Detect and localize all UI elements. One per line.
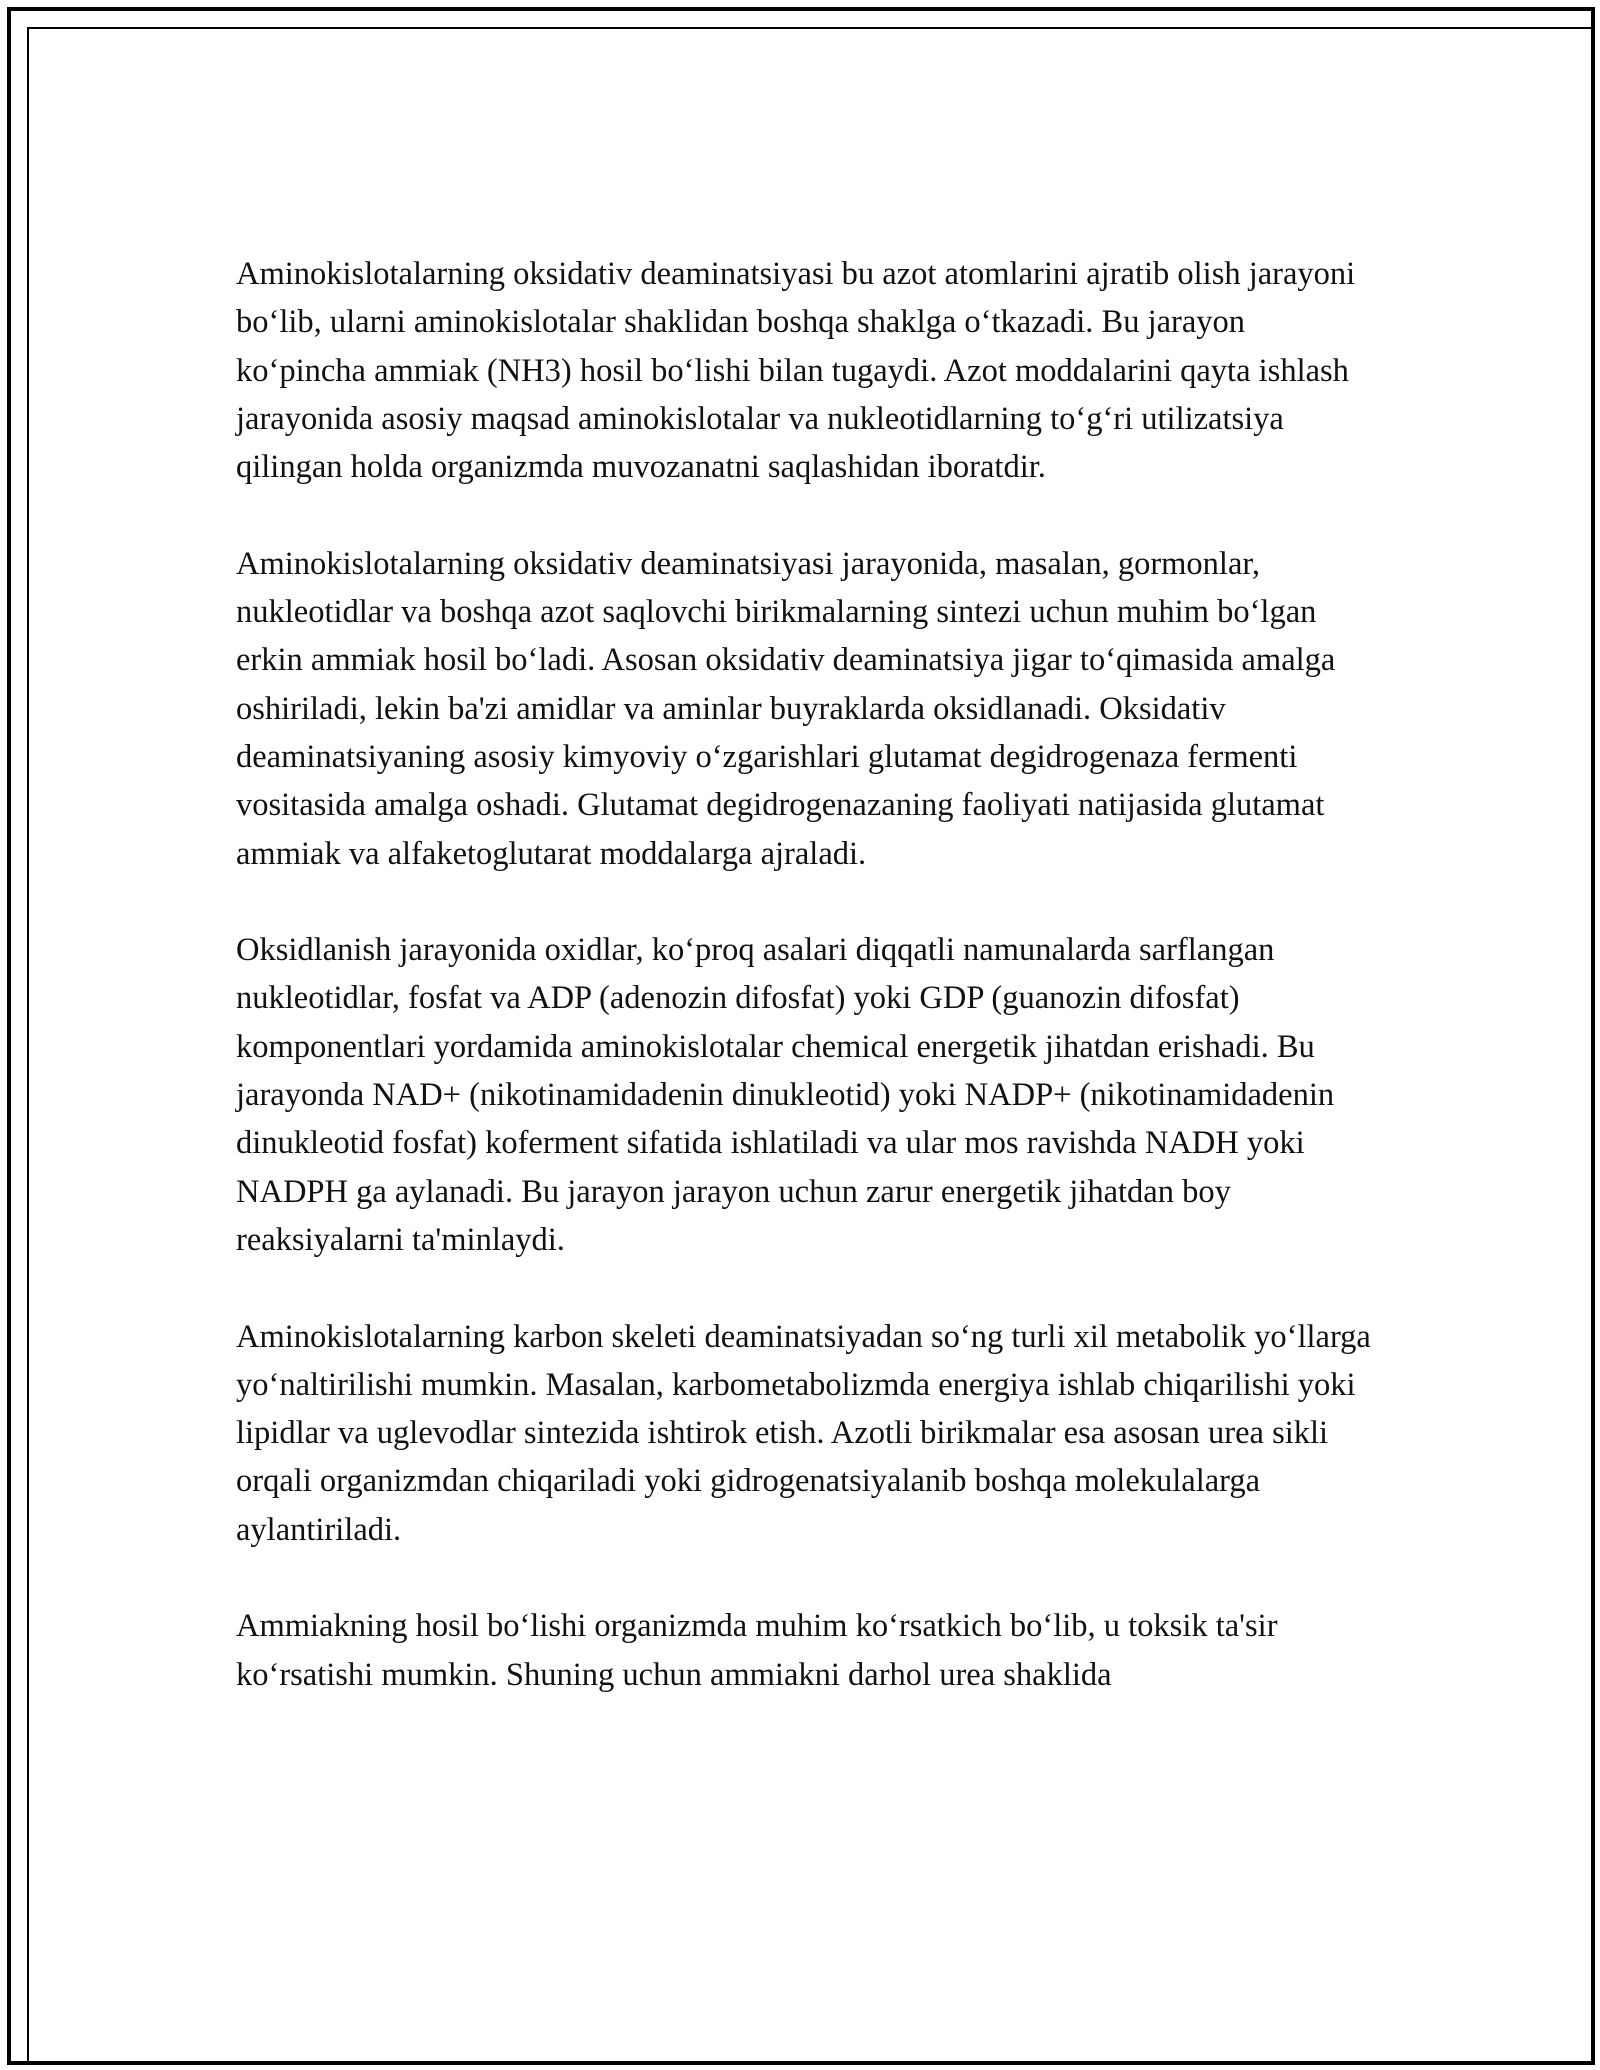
paragraph-2: Aminokislotalarning oksidativ deaminatsiyasi jarayonida, masalan, gormonlar, nukleotidlar va boshqa azot saqlovchi birikmalarning sintezi uchun muhim bo‘lgan erkin ammiak hosil bo‘ladi. Asosan oksidativ deaminatsiya jigar to‘qimasida amalga oshiriladi, lekin ba'zi amidlar va aminlar buyraklarda oksidlanadi. Oksidativ deaminatsiyaning asosiy kimyoviy o‘zgarishlari glutamat degidrogenaza fermenti vositasida amalga oshadi. Glutamat degidrogenazaning faoliyati natijasida glutamat ammiak va alfaketoglutarat moddalarga ajraladi. <box>236 545 1336 872</box>
paragraph-5: Ammiakning hosil bo‘lishi organizmda muhim ko‘rsatkich bo‘lib, u toksik ta'sir ko‘rsatishi mumkin. Shuning uchun ammiakni darhol urea shaklida <box>236 1608 1278 1693</box>
paragraph-4: Aminokislotalarning karbon skeleti deaminatsiyadan so‘ng turli xil metabolik yo‘llarga yo‘naltirilishi mumkin. Masalan, karbometabolizmda energiya ishlab chiqarilishi yoki lipidlar va uglevodlar sintezida ishtirok etish. Azotli birikmalar esa asosan urea sikli orqali organizmdan chiqariladi yoki gidrogenatsiyalanib boshqa molekulalarga aylantiriladi. <box>236 1318 1371 1548</box>
paragraph-3: Oksidlanish jarayonida oxidlar, ko‘proq asalari diqqatli namunalarda sarflangan nukleotidlar, fosfat va ADP (adenozin difosfat) yoki GDP (guanozin difosfat) komponentlari yordamida aminokislotalar chemical energetik jihatdan erishadi. Bu jarayonda NAD+ (nikotinamidadenin dinukleotid) yoki NADP+ (nikotinamidadenin dinukleotid fosfat) koferment sifatida ishlatiladi va ular mos ravishda NADH yoki NADPH ga aylanadi. Bu jarayon jarayon uchun zarur energetik jihatdan boy reaksiyalarni ta'minlaydi. <box>236 932 1335 1258</box>
document-body <box>236 250 1376 1747</box>
paragraph-1: Aminokislotalarning oksidativ deaminatsiyasi bu azot atomlarini ajratib olish jarayoni bo‘lib, ularni aminokislotalar shaklidan boshqa shaklga o‘tkazadi. Bu jarayon ko‘pincha ammiak (NH3) hosil bo‘lishi bilan tugaydi. Azot moddalarini qayta ishlash jarayonida asosiy maqsad aminokislotalar va nukleotidlarning to‘g‘ri utilizatsiya qilingan holda organizmda muvozanatni saqlashidan iboratdir. <box>236 256 1356 486</box>
